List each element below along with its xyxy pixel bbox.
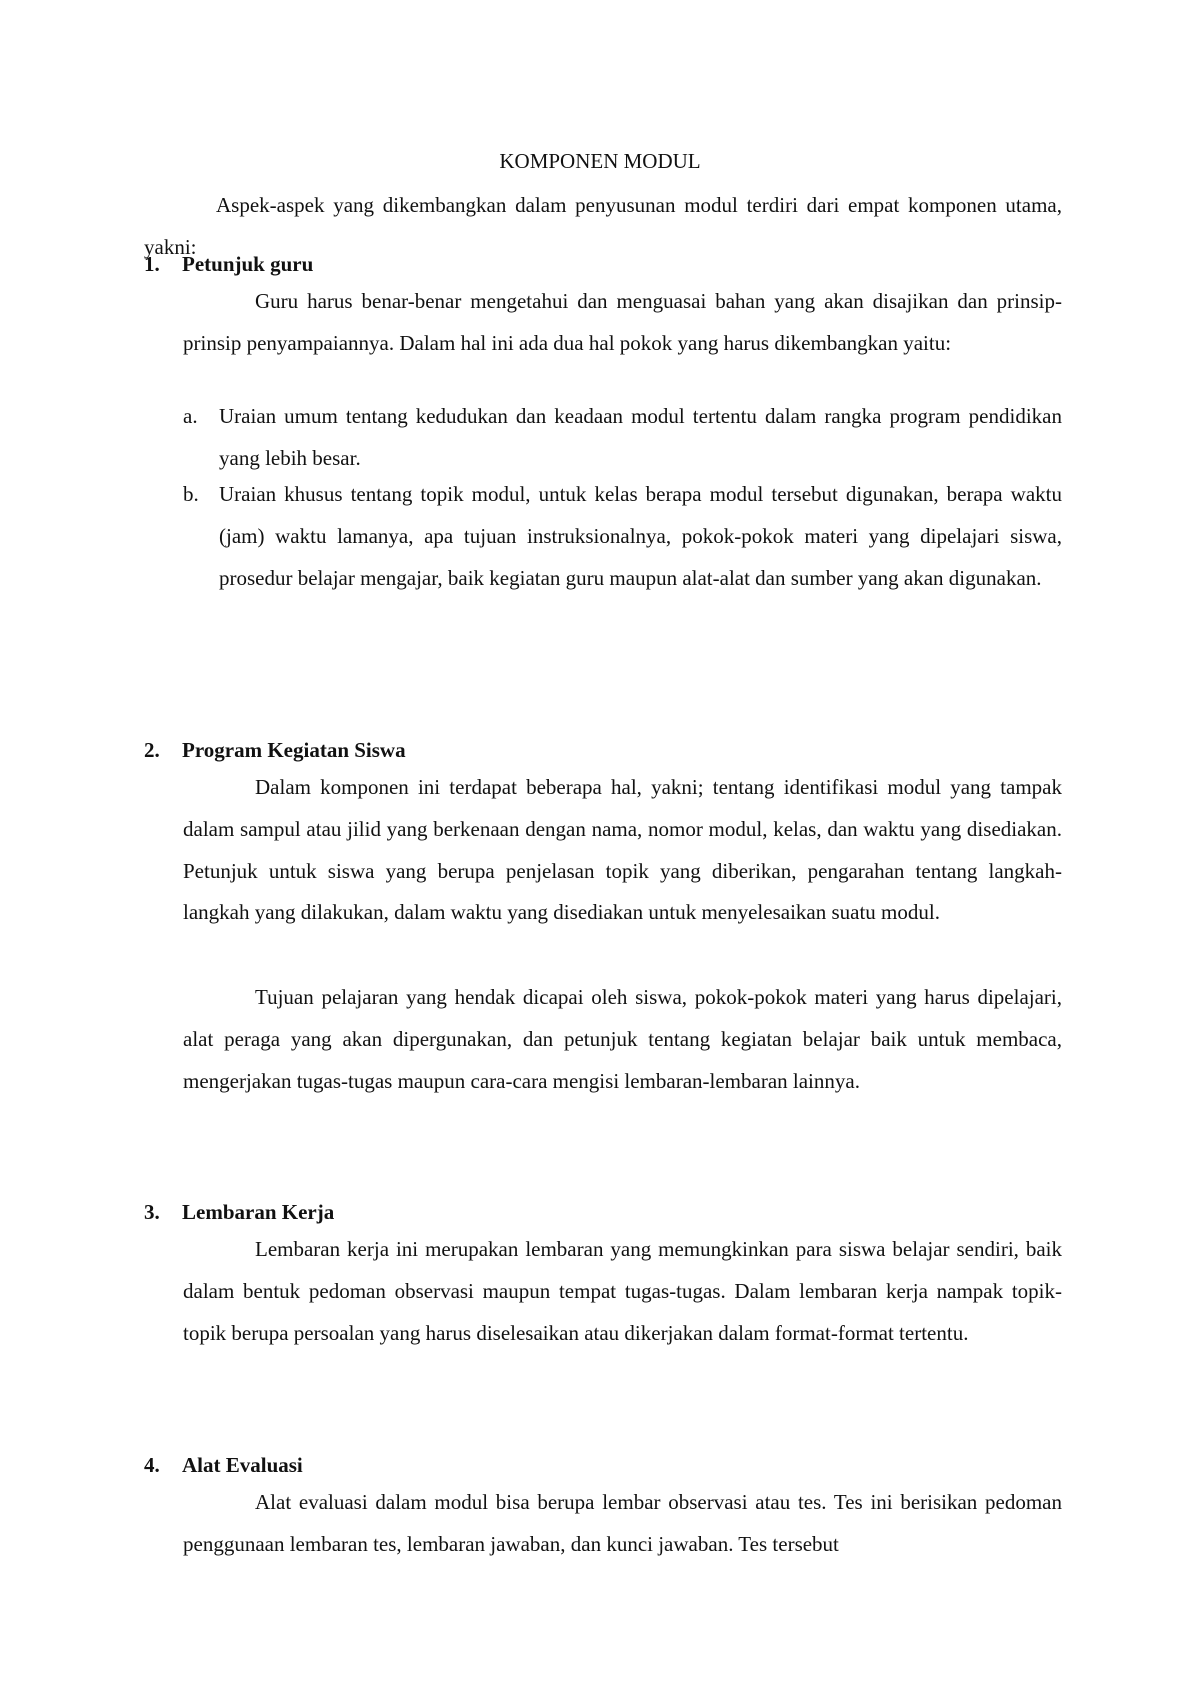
list-item-letter: b. xyxy=(183,482,199,506)
document-title: KOMPONEN MODUL xyxy=(499,149,701,173)
list-item-text: Uraian umum tentang kedudukan dan keadaan modul tertentu dalam rangka program pendidikan yang lebih besar. xyxy=(219,404,1062,470)
section-title: Alat Evaluasi xyxy=(182,1453,303,1477)
section-heading-3 xyxy=(144,1199,1062,1225)
section-number: 4. xyxy=(144,1453,160,1477)
section-number: 3. xyxy=(144,1200,160,1224)
section-title: Lembaran Kerja xyxy=(182,1200,335,1224)
section-heading-2 xyxy=(144,737,1062,763)
intro-paragraph: Aspek-aspek yang dikembangkan dalam penyusunan modul terdiri dari empat komponen utama, yakni: xyxy=(144,193,1062,259)
section-heading-4 xyxy=(144,1452,1062,1478)
section-2-paragraph-1: Dalam komponen ini terdapat beberapa hal, yakni; tentang identifikasi modul yang tampak dalam sampul atau jilid yang berkenaan dengan nama, nomor modul, kelas, dan waktu yang disediakan. Petunjuk untuk siswa yang berupa penjelasan topik yang diberikan, pengarahan tentang langkah-langkah yang dilakukan, dalam waktu yang disediakan untuk menyelesaikan suatu modul. xyxy=(183,775,1062,925)
section-number: 2. xyxy=(144,738,160,762)
section-title: Petunjuk guru xyxy=(182,252,314,276)
section-heading-1 xyxy=(144,251,1062,277)
section-2-paragraph-2: Tujuan pelajaran yang hendak dicapai oleh siswa, pokok-pokok materi yang harus dipelajari, alat peraga yang akan dipergunakan, dan petunjuk tentang kegiatan belajar baik untuk membaca, mengerjakan tugas-tugas maupun cara-cara mengisi lembaran-lembaran lainnya. xyxy=(183,985,1062,1093)
section-4-paragraph: Alat evaluasi dalam modul bisa berupa lembar observasi atau tes. Tes ini berisikan pedoman penggunaan lembaran tes, lembaran jawaban, dan kunci jawaban. Tes tersebut xyxy=(183,1490,1062,1556)
list-item-letter: a. xyxy=(183,404,198,428)
section-number: 1. xyxy=(144,252,160,276)
list-item-text: Uraian khusus tentang topik modul, untuk kelas berapa modul tersebut digunakan, berapa waktu (jam) waktu lamanya, apa tujuan instruksionalnya, pokok-pokok materi yang dipelajari siswa, prosedur belajar mengajar, baik kegiatan guru maupun alat-alat dan sumber yang akan digunakan. xyxy=(219,482,1062,590)
section-1-paragraph: Guru harus benar-benar mengetahui dan menguasai bahan yang akan disajikan dan prinsip-prinsip penyampaiannya. Dalam hal ini ada dua hal pokok yang harus dikembangkan yaitu: xyxy=(183,289,1062,355)
section-3-paragraph: Lembaran kerja ini merupakan lembaran yang memungkinkan para siswa belajar sendiri, baik dalam bentuk pedoman observasi maupun tempat tugas-tugas. Dalam lembaran kerja nampak topik-topik berupa persoalan yang harus diselesaikan atau dikerjakan dalam format-format tertentu. xyxy=(183,1237,1062,1345)
section-title: Program Kegiatan Siswa xyxy=(182,738,406,762)
